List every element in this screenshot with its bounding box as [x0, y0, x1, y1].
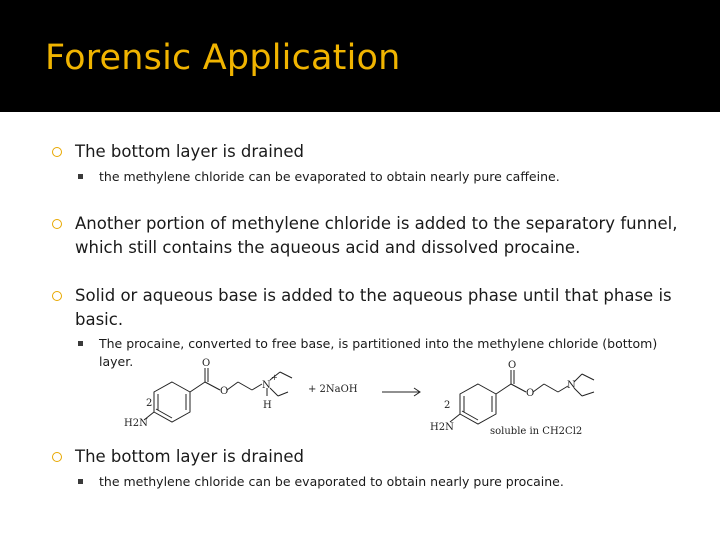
bullet-text: The bottom layer is drained: [75, 447, 304, 466]
sub-bullet-text: the methylene chloride can be evaporated to obtain nearly pure caffeine.: [99, 169, 560, 184]
ester-o-label: O: [526, 388, 535, 399]
reaction-scheme: [120, 352, 610, 444]
sub-bullet-text: The procaine, converted to free base, is partitioned into the methylene chloride (bottom) layer.: [99, 336, 658, 369]
nitrogen-label: N: [262, 380, 271, 391]
reagent-label: + 2NaOH: [308, 384, 358, 395]
square-bullet-icon: [78, 479, 83, 484]
square-bullet-icon: [78, 341, 83, 346]
bullet-ring-icon: [52, 147, 62, 157]
bullet-ring-icon: [52, 219, 62, 229]
bullet-text: Solid or aqueous base is added to the aqueous phase until that phase is basic.: [75, 286, 672, 329]
ring-position-label: 2: [444, 400, 451, 411]
charge-label: +: [271, 373, 278, 382]
nh-label: H: [263, 400, 272, 411]
solubility-note: soluble in CH2Cl2: [490, 426, 583, 437]
bullet-ring-icon: [52, 291, 62, 301]
square-bullet-icon: [78, 174, 83, 179]
ester-o-label: O: [220, 386, 229, 397]
bullet-text: The bottom layer is drained: [75, 142, 304, 161]
ring-position-label: 2: [146, 398, 153, 409]
slide-title: Forensic Application: [45, 38, 401, 78]
amine-label: H2N: [124, 418, 148, 429]
carbonyl-o-label: O: [202, 358, 211, 369]
sub-bullet-text: the methylene chloride can be evaporated to obtain nearly pure procaine.: [99, 474, 564, 489]
bullet-text: Another portion of methylene chloride is added to the separatory funnel, which still contains the aqueous acid and dissolved procaine.: [75, 214, 678, 257]
bullet-ring-icon: [52, 452, 62, 462]
amine-label: H2N: [430, 422, 454, 433]
carbonyl-o-label: O: [508, 360, 517, 371]
nitrogen-label: N: [567, 380, 576, 391]
